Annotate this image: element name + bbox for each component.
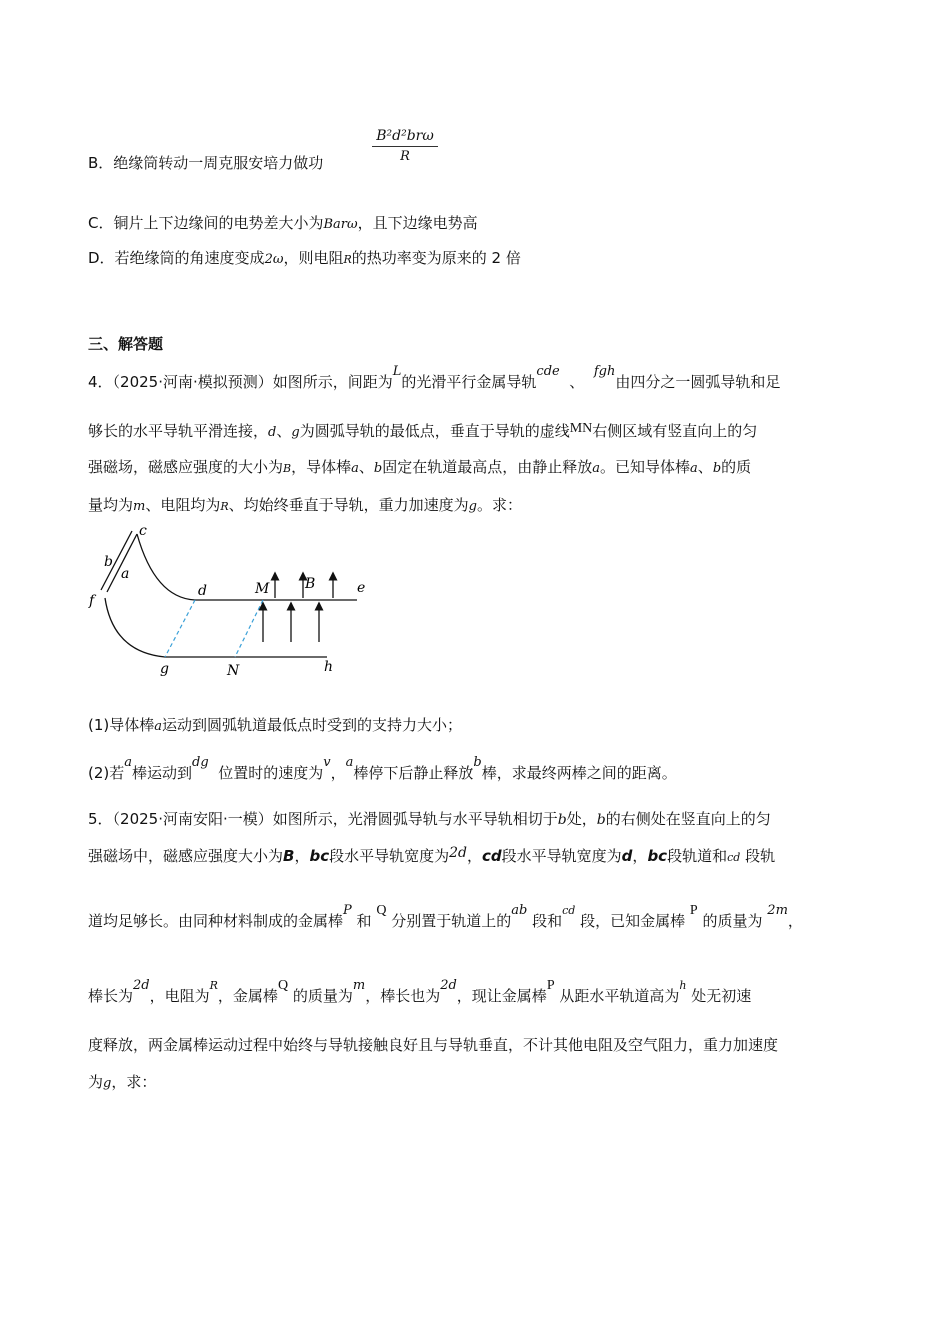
label-a: a — [121, 566, 130, 582]
rail-diagram — [85, 520, 385, 680]
label-e: e — [357, 580, 366, 596]
q4-line-1: 4．（2025·河南·模拟预测）如图所示，间距为L的光滑平行金属导轨cde 、 fgh由四分之一圆弧导轨和足 — [88, 364, 781, 391]
label-field-b: B — [305, 576, 316, 592]
label-h: h — [324, 659, 334, 675]
fraction-denominator: R — [400, 149, 410, 164]
label-c: c — [139, 523, 147, 539]
label-d: d — [198, 583, 207, 599]
q5-line-2: 强磁场中，磁感应强度大小为B，bc段水平导轨宽度为2d，cd段水平导轨宽度为d，bc段轨道和cd 段轨 — [88, 845, 776, 865]
q4-line-3: 强磁场，磁感应强度的大小为B，导体棒a、b固定在轨道最高点，由静止释放a。已知导体棒a、b的质 — [88, 458, 752, 476]
label-n: N — [227, 663, 240, 679]
q4-part-1: (1)导体棒a运动到圆弧轨道最低点时受到的支持力大小； — [88, 716, 463, 734]
upper-arc-rail — [137, 534, 195, 600]
option-d: D．若绝缘筒的角速度变成2ω，则电阻R的热功率变为原来的 2 倍 — [88, 249, 521, 267]
q5-line-3: 道均足够长。由同种材料制成的金属棒P 和 Q 分别置于轨道上的ab 段和$^{cd}$ 段，已知金属棒 P 的质量为 2m， — [88, 903, 803, 930]
label-f: f — [89, 593, 95, 609]
q5-line-6: 为g，求： — [88, 1073, 157, 1091]
option-c: C．铜片上下边缘间的电势差大小为Barω，且下边缘电势高 — [88, 214, 478, 232]
label-m: M — [255, 581, 270, 597]
q5-line-4: 棒长为2d，电阻为$^R$，金属棒Q 的质量为m，棒长也为2d，现让金属棒P 从距水平轨道高为$^h$ 处无初速 — [88, 978, 752, 1005]
section-heading: 三、解答题 — [88, 335, 164, 353]
dg-dashed-line — [165, 600, 195, 657]
lower-arc-rail — [105, 598, 165, 657]
q4-part-2: (2)若a棒运动到dg 位置时的速度为v，a棒停下后静止释放b棒，求最终两棒之间的距离。 — [88, 755, 677, 782]
q5-line-1: 5．（2025·河南安阳·一模）如图所示，光滑圆弧导轨与水平导轨相切于b处，b的右侧处在竖直向上的匀 — [88, 810, 771, 828]
mn-dashed-line — [235, 600, 263, 657]
work-fraction — [372, 128, 438, 164]
q4-line-2: 够长的水平导轨平滑连接，d、g为圆弧导轨的最低点，垂直于导轨的虚线MN右侧区域有竖直向上的匀 — [88, 421, 758, 440]
label-b: b — [104, 554, 113, 570]
q4-line-4: 量均为m、电阻均为R、均始终垂直于导轨，重力加速度为g。求： — [88, 496, 523, 514]
q5-line-5: 度释放，两金属棒运动过程中始终与导轨接触良好且与导轨垂直，不计其他电阻及空气阻力，重力加速度 — [88, 1036, 779, 1054]
fraction-numerator: B²d²brω — [372, 128, 438, 147]
option-b: B．绝缘筒转动一周克服安培力做功 — [88, 154, 324, 172]
label-g: g — [160, 661, 169, 677]
